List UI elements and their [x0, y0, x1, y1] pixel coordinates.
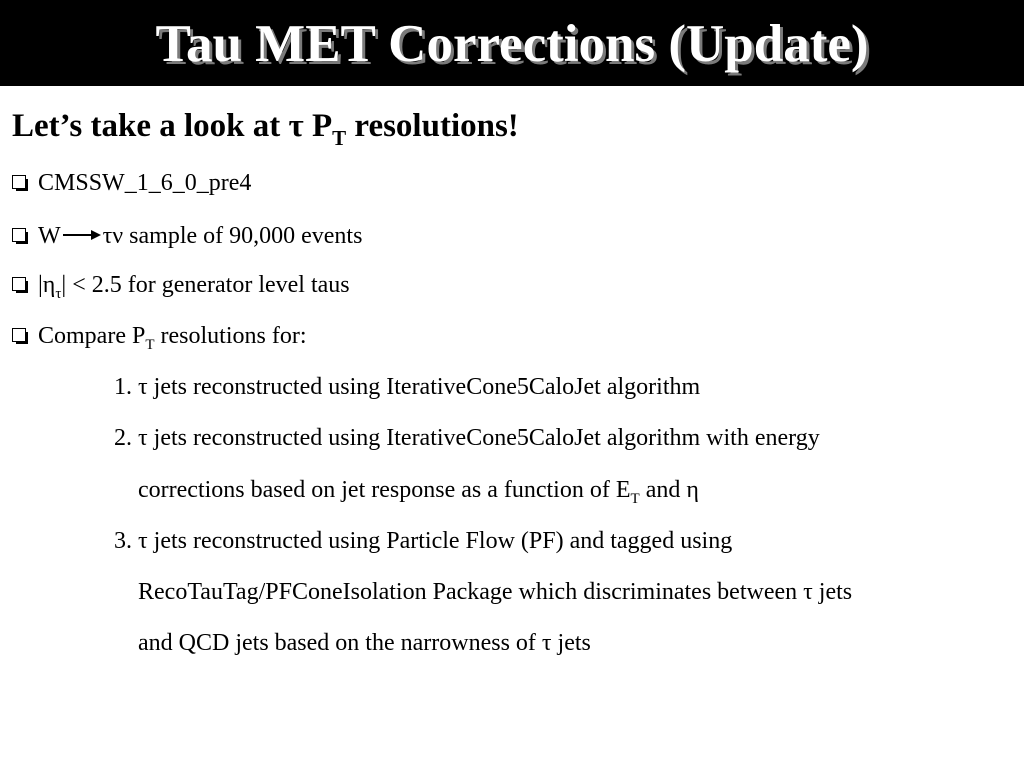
heading-text-before: Let’s take a look at τ P [12, 108, 333, 144]
bullet-text: CMSSW_1_6_0_pre4 [38, 170, 252, 196]
bullet-compare-subscript: T [145, 337, 155, 353]
numbered-item-2-line-2 [138, 475, 699, 514]
item2-line2-subscript: T [630, 491, 640, 507]
numbered-item-3-line-1: 3. τ jets reconstructed using Particle Flow (PF) and tagged using [114, 528, 733, 554]
numbered-item-2-line-1: 2. τ jets reconstructed using IterativeCone5CaloJet algorithm with energy [114, 425, 820, 451]
checkbox-bullet-icon [12, 175, 28, 191]
bullet-eta-post: | < 2.5 for generator level taus [61, 272, 350, 298]
bullet-eta-pre: |η [38, 272, 56, 298]
checkbox-bullet-icon [12, 277, 28, 293]
slide-title: Tau MET Corrections (Update) [155, 15, 869, 73]
slide-heading [12, 104, 519, 160]
numbered-item-3-line-3: and QCD jets based on the narrowness of τ jets [138, 630, 591, 656]
title-bar [0, 0, 1024, 86]
bullet-compare-post: resolutions for: [154, 323, 307, 349]
item2-line2-pre: corrections based on jet response as a function of E [138, 477, 631, 503]
bullet-compare-pre: Compare P [38, 323, 146, 349]
checkbox-bullet-icon [12, 328, 28, 344]
right-arrow-icon [62, 219, 102, 249]
bullet-item-eta-cut [12, 270, 350, 309]
bullet-text: τν sample of 90,000 events [102, 223, 363, 249]
bullet-w-text: W [38, 223, 61, 249]
heading-subscript: T [332, 126, 347, 150]
bullet-item-compare [12, 321, 306, 360]
bullet-item-sample [12, 219, 362, 251]
bullet-item-software-version [12, 168, 251, 198]
numbered-item-3-line-2: RecoTauTag/PFConeIsolation Package which discriminates between τ jets [138, 579, 853, 605]
item2-line2-post: and η [639, 477, 699, 503]
heading-text-after: resolutions! [346, 108, 519, 144]
bullet-eta-subscript: τ [55, 286, 62, 302]
numbered-item-1: 1. τ jets reconstructed using IterativeCone5CaloJet algorithm [114, 374, 701, 400]
checkbox-bullet-icon [12, 228, 28, 244]
